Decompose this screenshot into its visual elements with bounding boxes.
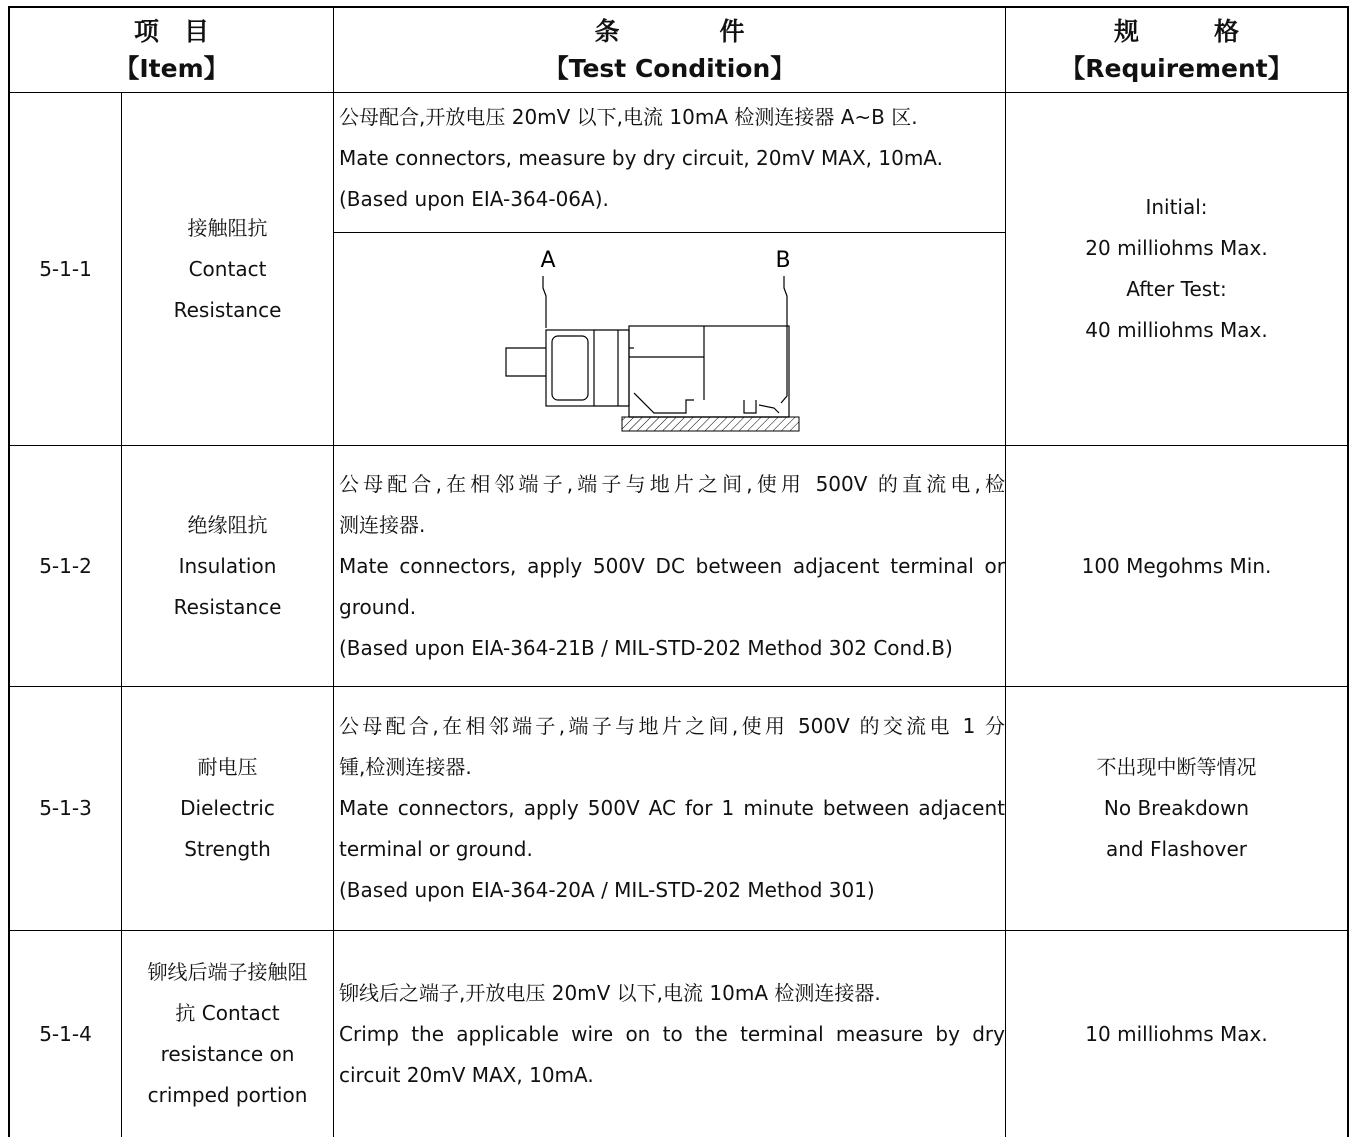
- condition-line: Mate connectors, measure by dry circuit, 20mV MAX, 10mA.: [339, 146, 943, 170]
- item-name-en: resistance on: [160, 1042, 295, 1066]
- requirement-line: 40 milliohms Max.: [1085, 318, 1268, 342]
- header-item-en: 【Item】: [114, 54, 229, 83]
- row-2-requirement: [1006, 446, 1347, 686]
- header-requirement-en: 【Requirement】: [1060, 54, 1293, 83]
- item-number: 5-1-1: [39, 256, 92, 281]
- item-name-en: Dielectric: [180, 796, 275, 820]
- item-name-en: Contact: [188, 256, 267, 281]
- row-1-item: [122, 93, 333, 445]
- item-number: 5-1-3: [39, 796, 92, 820]
- requirement-line: After Test:: [1126, 277, 1227, 301]
- condition-line: 公母配合,在相邻端子,端子与地片之间,使用 500V 的交流电 1 分: [339, 714, 1005, 738]
- row-1-condition: [334, 97, 1005, 229]
- item-number: 5-1-2: [39, 553, 92, 578]
- row-2-number: [10, 446, 121, 686]
- row-4-number: [10, 931, 121, 1137]
- row-3-condition: [334, 687, 1005, 930]
- item-name-cn: 耐电压: [197, 755, 258, 779]
- requirement-line: No Breakdown: [1103, 796, 1250, 820]
- condition-line: (Based upon EIA-364-20A / MIL-STD-202 Method 301): [339, 878, 875, 902]
- item-name-cn: 绝缘阻抗: [187, 512, 268, 537]
- condition-line: Mate connectors, apply 500V AC for 1 minute between adjacent: [339, 796, 1005, 820]
- condition-line: 铆线后之端子,开放电压 20mV 以下,电流 10mA 检测连接器.: [339, 980, 881, 1005]
- row-2-item: [122, 446, 333, 686]
- requirement-line: and Flashover: [1106, 837, 1247, 861]
- item-name-en: Strength: [184, 837, 271, 861]
- row-4-condition: [334, 931, 1005, 1137]
- row-3-item: [122, 687, 333, 930]
- requirement-line: Initial:: [1145, 195, 1208, 219]
- condition-line: ground.: [339, 594, 417, 619]
- condition-line: (Based upon EIA-364-06A).: [339, 187, 609, 211]
- row-2-condition: [334, 446, 1005, 686]
- diagram-label-a: A: [540, 248, 556, 273]
- header-item-cn: 项 目: [133, 17, 209, 46]
- condition-line: 公母配合,开放电压 20mV 以下,电流 10mA 检测连接器 A~B 区.: [339, 105, 918, 129]
- condition-line: (Based upon EIA-364-21B / MIL-STD-202 Method 302 Cond.B): [339, 635, 953, 660]
- row-3-number: [10, 687, 121, 930]
- requirement-line: 100 Megohms Min.: [1081, 553, 1272, 578]
- item-name-cn: 接触阻抗: [187, 215, 268, 240]
- item-name-en: Resistance: [173, 594, 282, 619]
- condition-line: Mate connectors, apply 500V DC between adjacent terminal or: [339, 553, 1005, 578]
- condition-line: 公母配合,在相邻端子,端子与地片之间,使用 500V 的直流电,检: [339, 471, 1005, 496]
- condition-line: circuit 20mV MAX, 10mA.: [339, 1062, 594, 1087]
- header-requirement-cn: 规 格: [1113, 17, 1239, 46]
- condition-line: Crimp the applicable wire on to the terminal measure by dry: [339, 1021, 1005, 1046]
- diagram-label-b: B: [775, 248, 791, 273]
- header-item: [10, 8, 333, 92]
- row-3-requirement: [1006, 687, 1347, 930]
- row-4-requirement: [1006, 931, 1347, 1137]
- header-condition-en: 【Test Condition】: [543, 54, 796, 83]
- row-4-item: [122, 931, 333, 1137]
- item-name-en: crimped portion: [147, 1083, 308, 1107]
- item-name-en: 抗 Contact: [175, 1001, 280, 1025]
- item-name-en: Resistance: [173, 297, 282, 322]
- condition-line: terminal or ground.: [339, 837, 533, 861]
- requirement-line: 不出现中断等情况: [1096, 755, 1257, 779]
- contact-resistance-diagram: [334, 233, 1005, 445]
- requirement-line: 20 milliohms Max.: [1085, 236, 1268, 260]
- header-condition: [334, 8, 1005, 92]
- row-1-requirement: [1006, 93, 1347, 445]
- connector-drawing: [334, 233, 1005, 445]
- condition-line: 测连接器.: [339, 512, 426, 537]
- border-right: [1347, 6, 1349, 1137]
- condition-line: 锺,检测连接器.: [339, 755, 472, 779]
- item-name-en: Insulation: [178, 553, 277, 578]
- row-1-number: [10, 93, 121, 445]
- header-requirement: [1006, 8, 1347, 92]
- item-number: 5-1-4: [39, 1021, 92, 1046]
- item-name-cn: 铆线后端子接触阻: [147, 960, 308, 984]
- header-condition-cn: 条 件: [594, 17, 745, 46]
- requirement-line: 10 milliohms Max.: [1085, 1021, 1268, 1046]
